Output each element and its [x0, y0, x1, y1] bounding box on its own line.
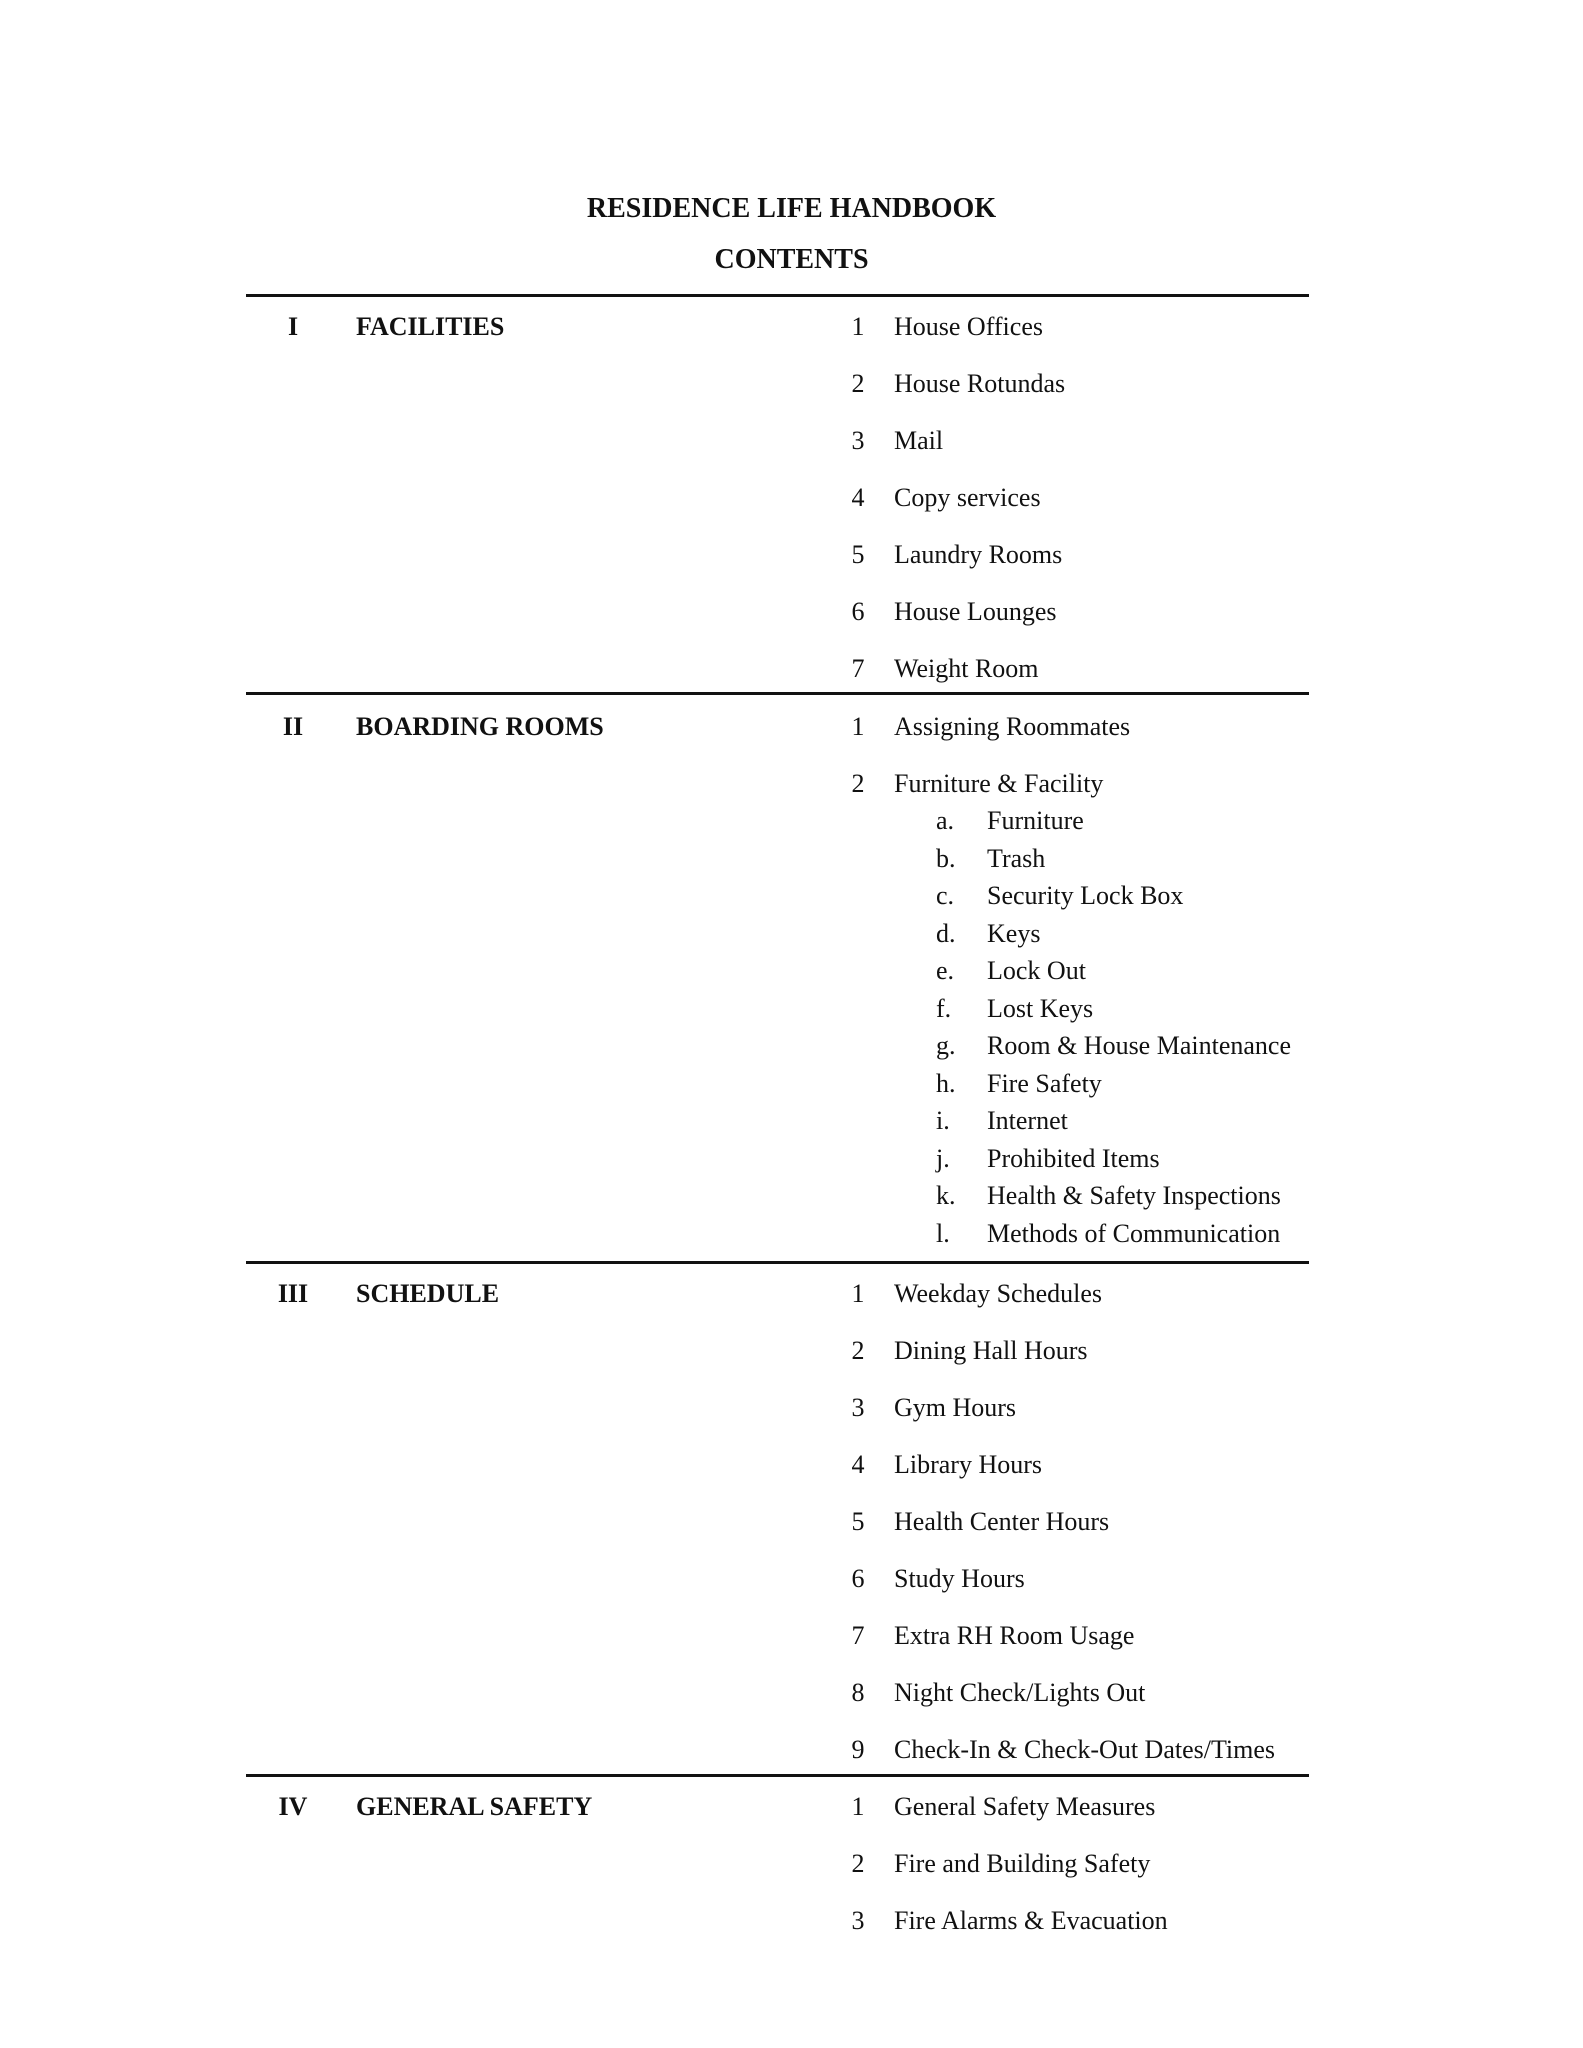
toc-subitem: Keys: [987, 919, 1041, 948]
toc-item: General Safety Measures: [894, 1792, 1156, 1821]
toc-subitem-letter: l.: [936, 1219, 950, 1248]
toc-item-number: 1: [851, 1279, 865, 1308]
toc-subitem-letter: f.: [936, 994, 952, 1023]
toc-item-number: 3: [851, 1393, 865, 1422]
toc-item-number: 3: [851, 426, 865, 455]
toc-item: Health Center Hours: [894, 1507, 1110, 1536]
toc-item: Fire and Building Safety: [894, 1849, 1151, 1878]
toc-item: Laundry Rooms: [894, 540, 1063, 569]
toc-item-number: 9: [851, 1735, 865, 1764]
toc-subitem-letter: b.: [936, 844, 956, 873]
section-numeral: I: [287, 312, 299, 341]
toc-item-number: 3: [851, 1906, 865, 1935]
toc-item: Weight Room: [894, 654, 1039, 683]
toc-subitem-letter: e.: [936, 956, 955, 985]
toc-subitem: Lock Out: [987, 956, 1086, 985]
toc-item-number: 6: [851, 597, 865, 626]
toc-item: Gym Hours: [894, 1393, 1017, 1422]
toc-subitem: Methods of Communication: [987, 1219, 1281, 1248]
toc-item: Copy services: [894, 483, 1041, 512]
toc-subitem-letter: k.: [936, 1181, 956, 1210]
section-numeral: IV: [278, 1792, 308, 1821]
toc-subitem-letter: c.: [936, 881, 955, 910]
section-title: FACILITIES: [356, 312, 505, 341]
toc-subitem: Prohibited Items: [987, 1144, 1160, 1173]
toc-item: Assigning Roommates: [894, 712, 1131, 741]
toc-item-number: 4: [851, 1450, 865, 1479]
toc-item: Library Hours: [894, 1450, 1043, 1479]
toc-item: Night Check/Lights Out: [894, 1678, 1146, 1707]
toc-subitem-letter: h.: [936, 1069, 956, 1098]
section-numeral: III: [277, 1279, 309, 1308]
toc-subitem: Furniture: [987, 806, 1084, 835]
toc-subitem: Health & Safety Inspections: [987, 1181, 1281, 1210]
toc-subitem: Room & House Maintenance: [987, 1031, 1291, 1060]
section-title: SCHEDULE: [356, 1279, 500, 1308]
toc-item: Check-In & Check-Out Dates/Times: [894, 1735, 1276, 1764]
toc-item: House Rotundas: [894, 369, 1066, 398]
toc-item: Weekday Schedules: [894, 1279, 1102, 1308]
toc-item-number: 2: [851, 1336, 865, 1365]
toc-subitem: Lost Keys: [987, 994, 1094, 1023]
toc-item-number: 7: [851, 1621, 865, 1650]
toc-item-number: 1: [851, 712, 865, 741]
toc-item-number: 1: [851, 312, 865, 341]
section-title: BOARDING ROOMS: [356, 712, 604, 741]
toc-item-number: 1: [851, 1792, 865, 1821]
toc-subitem-letter: i.: [936, 1106, 950, 1135]
toc-subitem: Trash: [987, 844, 1046, 873]
toc-subitem-letter: a.: [936, 806, 955, 835]
section-divider: [246, 1774, 1309, 1777]
section-divider: [246, 1261, 1309, 1264]
toc-item-number: 2: [851, 1849, 865, 1878]
header-rule: [246, 294, 1309, 297]
toc-item-number: 6: [851, 1564, 865, 1593]
toc-subitem: Internet: [987, 1106, 1068, 1135]
toc-subitem-letter: j.: [936, 1144, 950, 1173]
toc-item-number: 5: [851, 540, 865, 569]
toc-subitem-letter: d.: [936, 919, 956, 948]
toc-item: Furniture & Facility: [894, 769, 1104, 798]
toc-item-number: 2: [851, 369, 865, 398]
contents-heading: CONTENTS: [714, 244, 869, 275]
toc-item: Mail: [894, 426, 944, 455]
section-title: GENERAL SAFETY: [356, 1792, 593, 1821]
handbook-title: RESIDENCE LIFE HANDBOOK: [586, 193, 997, 224]
toc-item: Fire Alarms & Evacuation: [894, 1906, 1168, 1935]
toc-subitem: Security Lock Box: [987, 881, 1184, 910]
toc-item-number: 7: [851, 654, 865, 683]
section-numeral: II: [282, 712, 304, 741]
toc-item-number: 8: [851, 1678, 865, 1707]
toc-item-number: 2: [851, 769, 865, 798]
toc-item: Extra RH Room Usage: [894, 1621, 1135, 1650]
toc-item-number: 4: [851, 483, 865, 512]
toc-item: House Lounges: [894, 597, 1057, 626]
toc-item: Dining Hall Hours: [894, 1336, 1088, 1365]
section-divider: [246, 692, 1309, 695]
toc-subitem-letter: g.: [936, 1031, 956, 1060]
toc-item-number: 5: [851, 1507, 865, 1536]
toc-item: Study Hours: [894, 1564, 1025, 1593]
toc-subitem: Fire Safety: [987, 1069, 1102, 1098]
toc-item: House Offices: [894, 312, 1043, 341]
